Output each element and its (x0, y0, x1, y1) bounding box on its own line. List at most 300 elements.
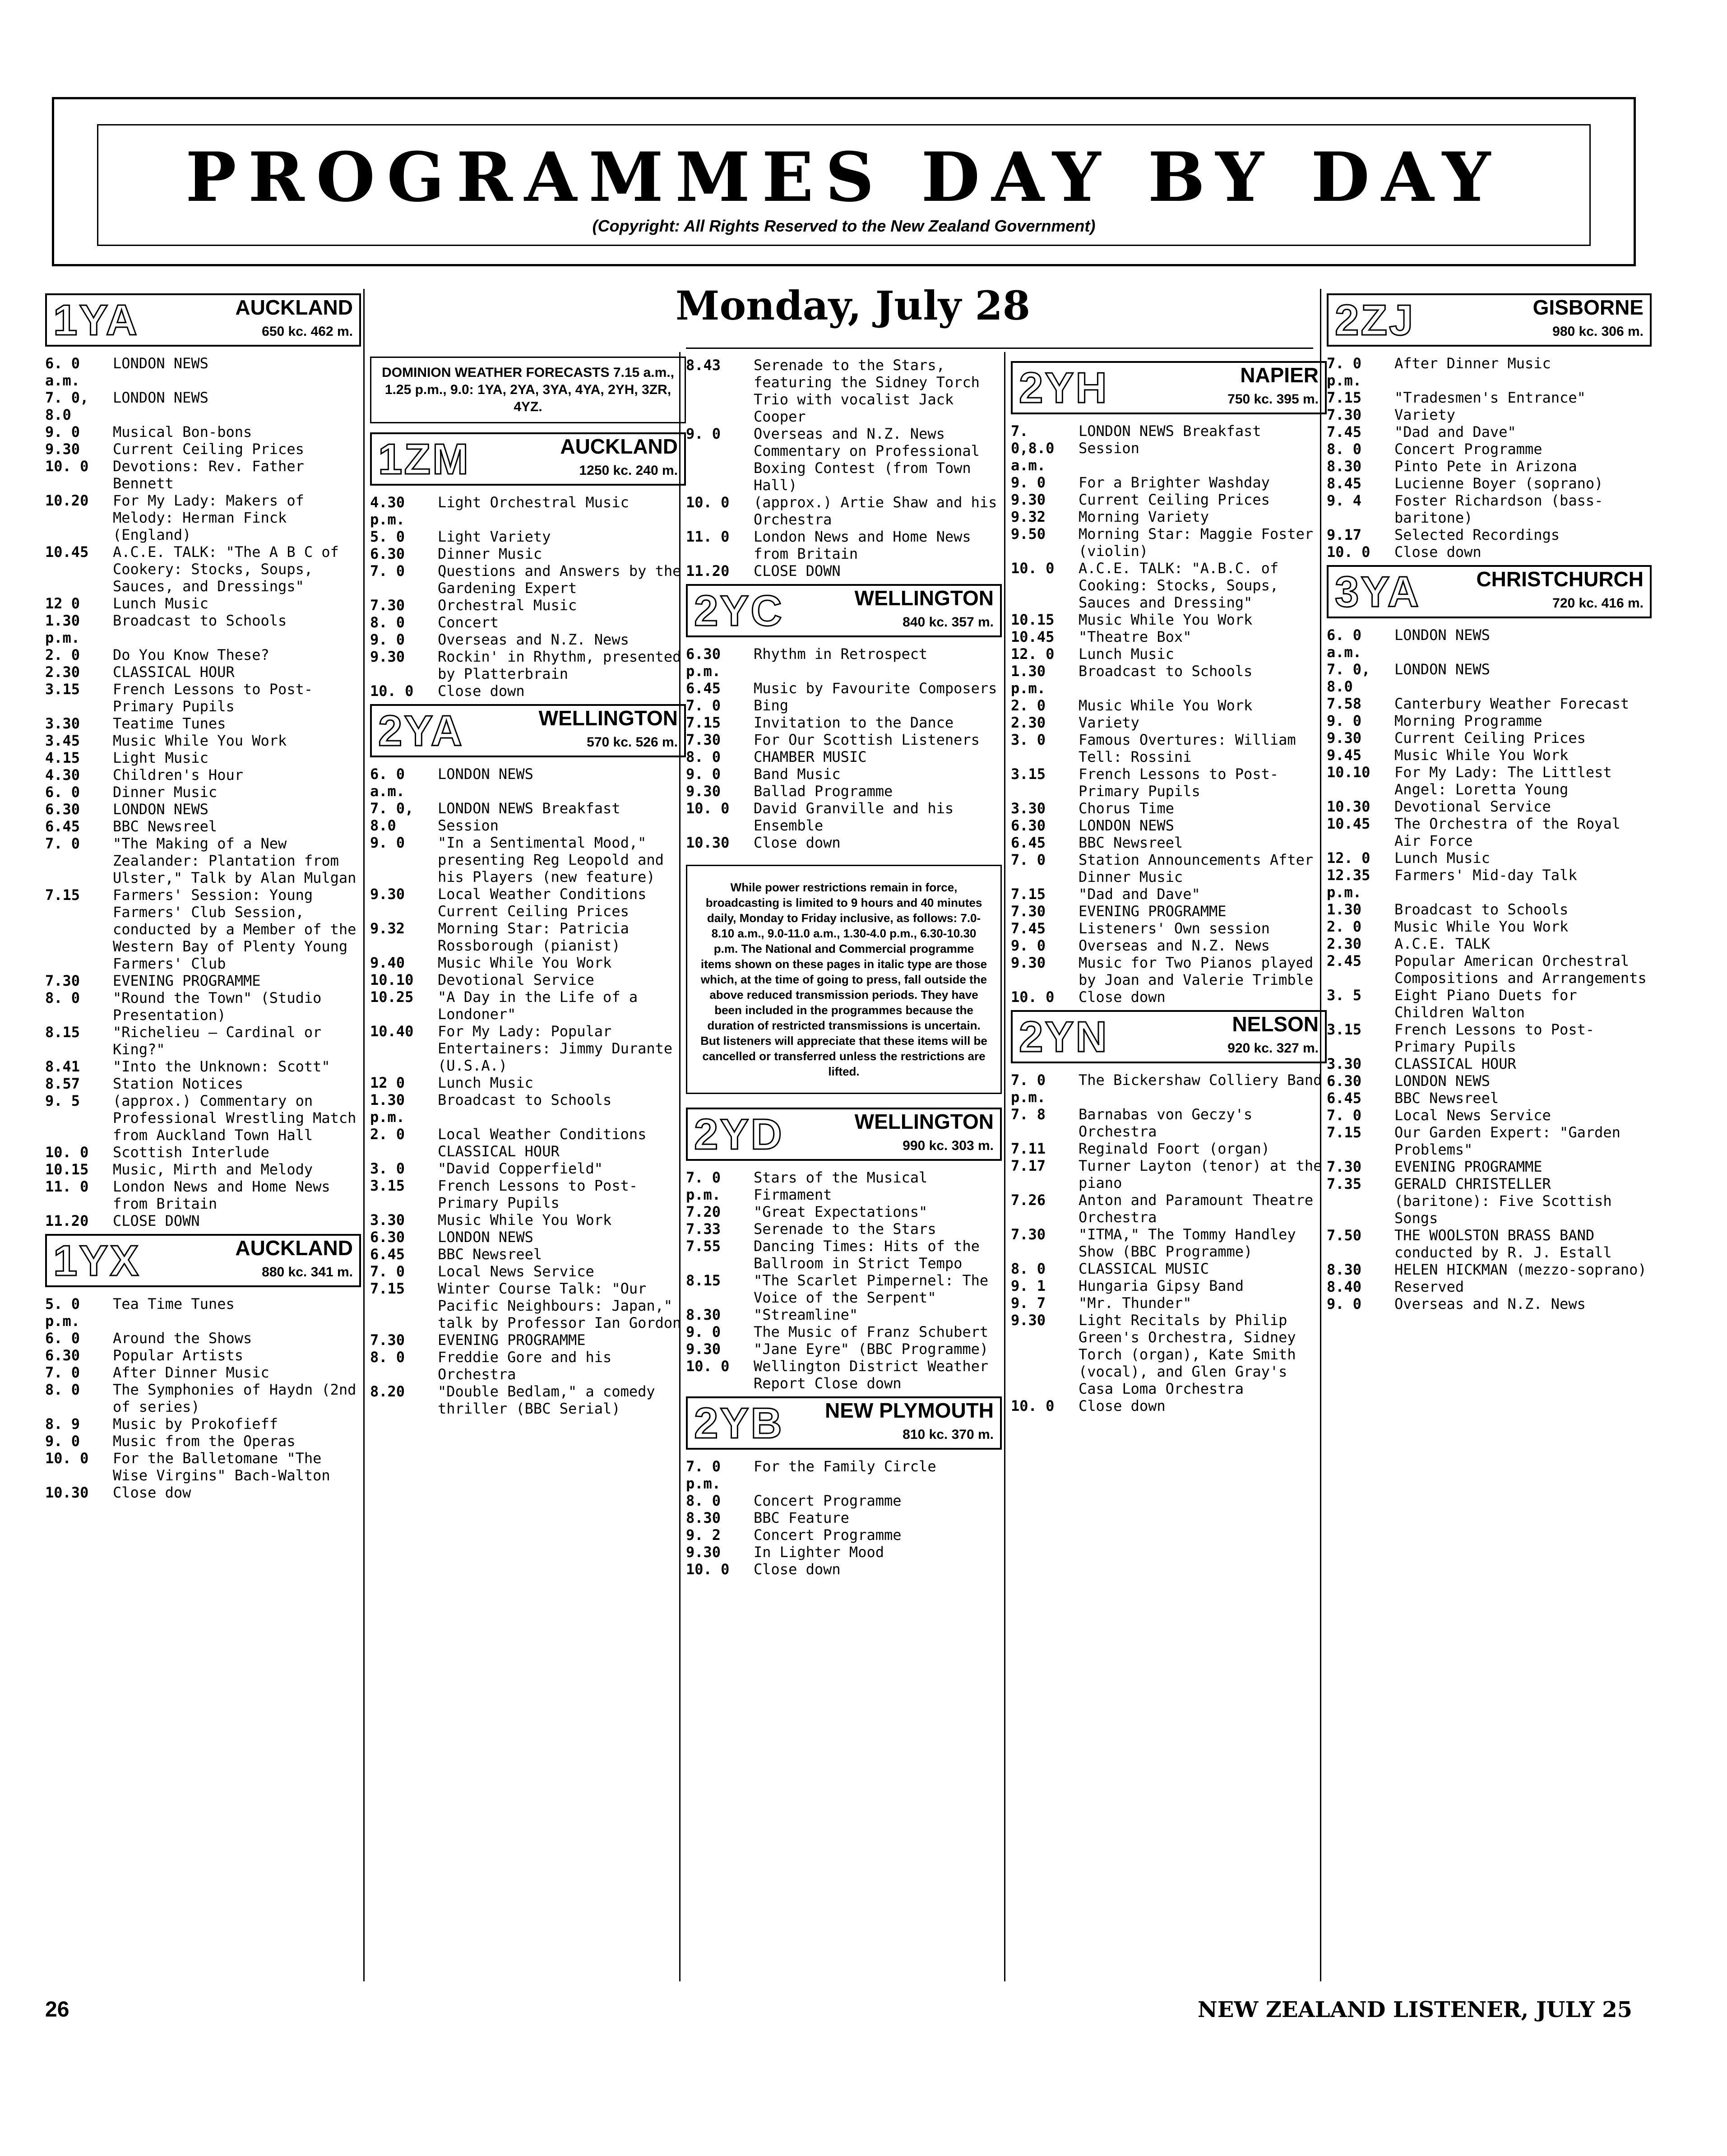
programme-title: David Granville and his Ensemble (754, 800, 954, 834)
programme-time: 12 0 (45, 595, 80, 612)
programme-title: For the Family Circle (754, 1458, 936, 1475)
programme-time: 7.26 (1011, 1192, 1046, 1209)
programme-title: Lunch Music (438, 1074, 533, 1091)
station-frequency: 880 kc. 341 m. (262, 1265, 353, 1280)
programme-title: A.C.E. TALK (1394, 935, 1490, 952)
programme-time: 6. 0 (45, 784, 80, 801)
programme-title: Pinto Pete in Arizona (1394, 458, 1577, 475)
programme-time: 7.58 (1327, 695, 1362, 712)
programme-item (45, 612, 361, 646)
programme-title: "In a Sentimental Mood," presenting Reg Leopold and his Players (new feature) (438, 834, 664, 886)
programme-time: 1.30 (1327, 901, 1362, 918)
programme-item (1327, 475, 1652, 492)
programme-time: 7. 8 (1011, 1106, 1046, 1123)
programme-title: EVENING PROGRAMME (1079, 903, 1227, 920)
programme-time: 7.50 (1327, 1227, 1362, 1244)
programme-time: 7. 0 p.m. (686, 1458, 721, 1492)
programme-time: 8.41 (45, 1058, 80, 1075)
programme-item (1327, 458, 1652, 475)
programme-item (45, 663, 361, 681)
programme-time: 8. 0 (686, 1492, 721, 1509)
programme-title: Winter Course Talk: "Our Pacific Neighbours: Japan," talk by Professor Ian Gordon (438, 1280, 681, 1331)
programme-item (686, 765, 1002, 783)
programme-item (1327, 867, 1652, 901)
programme-item (370, 1383, 686, 1417)
programme-item (1011, 645, 1327, 663)
programme-time: 6.30 (45, 801, 80, 818)
programme-time: 7. 0 (686, 697, 721, 714)
programme-item (1327, 1072, 1652, 1090)
programme-item (370, 1263, 686, 1280)
heading-rule (686, 348, 1313, 349)
programme-time: 9. 5 (45, 1092, 80, 1109)
programme-title: Freddie Gore and his Orchestra (438, 1349, 612, 1383)
station-city: AUCKLAND (235, 1236, 353, 1260)
programme-title: Dancing Times: Hits of the Ballroom in Strict Tempo (754, 1238, 980, 1272)
programme-time: 7.30 (1011, 1226, 1046, 1243)
programme-time: 6.45 (45, 818, 80, 835)
station-city: NAPIER (1240, 363, 1319, 387)
programme-time: 10. 0 (45, 458, 89, 475)
programme-title: GERALD CHRISTELLER (baritone): Five Scottish Songs (1394, 1175, 1612, 1227)
programme-title: Concert Programme (1394, 440, 1542, 458)
station-city: NELSON (1232, 1012, 1319, 1036)
programme-item (1011, 1294, 1327, 1312)
programme-time: 10. 0 (1327, 543, 1370, 561)
programme-list (1327, 626, 1652, 1312)
programme-item (1327, 492, 1652, 526)
programme-item (1327, 626, 1652, 661)
programme-item (1327, 798, 1652, 815)
programme-title: French Lessons to Post-Primary Pupils (1394, 1021, 1595, 1055)
copyright-notice: (Copyright: All Rights Reserved to the New Zealand Government) (592, 217, 1096, 235)
programme-title: Devotional Service (438, 971, 594, 988)
programme-item (686, 1306, 1002, 1323)
programme-time: 9. 0 (1327, 1295, 1362, 1312)
programme-time: 9.30 (686, 1340, 721, 1358)
programme-title: Morning Star: Maggie Foster (violin) (1079, 525, 1314, 560)
station-city: NEW PLYMOUTH (825, 1399, 994, 1422)
programme-title: Variety (1079, 714, 1139, 731)
programme-title: Light Music (113, 749, 208, 766)
programme-item (45, 543, 361, 595)
programme-title: Musical Bon-bons (113, 423, 252, 440)
station-header-2yd (686, 1108, 1002, 1161)
programme-time: 7.17 (1011, 1157, 1046, 1174)
programme-time: 11. 0 (45, 1178, 89, 1195)
programme-time: 9. 0 (370, 834, 405, 851)
programme-title: LONDON NEWS (438, 765, 533, 783)
programme-item (1011, 1260, 1327, 1277)
programme-time: 7.30 (370, 1331, 405, 1349)
programme-time: 2. 0 (45, 646, 80, 663)
station-call-sign: 2YH (1019, 364, 1109, 412)
programme-item (45, 1415, 361, 1433)
programme-item (1327, 815, 1652, 849)
programme-item (370, 494, 686, 528)
programme-time: 12. 0 (1327, 849, 1370, 867)
programme-list (370, 765, 686, 1417)
programme-title: (approx.) Commentary on Professional Wrestling Match from Auckland Town Hall (113, 1092, 357, 1144)
programme-title: Close down (1394, 543, 1482, 561)
programme-title: BBC Newsreel (438, 1246, 542, 1263)
programme-time: 7. 0 (45, 1364, 80, 1381)
masthead-frame (97, 124, 1591, 246)
programme-item (1327, 661, 1652, 695)
programme-title: Close down (754, 834, 841, 851)
programme-title: In Lighter Mood (754, 1544, 884, 1561)
programme-time: 10. 0 (1011, 1397, 1055, 1414)
column-4 (1011, 357, 1327, 1414)
programme-item (1327, 1158, 1652, 1175)
programme-time: 9.30 (45, 440, 80, 458)
programme-time: 9.30 (686, 783, 721, 800)
programme-time: 10.15 (1011, 611, 1055, 628)
programme-time: 10. 0 (686, 1358, 730, 1375)
programme-time: 2. 0 (1011, 697, 1046, 714)
programme-time: 9.32 (370, 920, 405, 937)
programme-time: 12.35 p.m. (1327, 867, 1370, 901)
station-frequency: 650 kc. 462 m. (262, 324, 353, 339)
programme-item (1011, 1397, 1327, 1414)
programme-title: Band Music (754, 765, 841, 783)
programme-time: 6.30 (1011, 817, 1046, 834)
programme-time: 6.30 p.m. (686, 645, 721, 680)
programme-time: 7. 0, 8.0 (1327, 661, 1370, 695)
programme-item (370, 800, 686, 834)
programme-list (1011, 422, 1327, 1006)
programme-item (686, 680, 1002, 697)
programme-time: 6. 0 a.m. (370, 765, 405, 800)
programme-title: For My Lady: Makers of Melody: Herman Finck (England) (113, 492, 304, 543)
programme-time: 5. 0 (370, 528, 405, 545)
station-frequency: 570 kc. 526 m. (587, 735, 678, 750)
programme-item (686, 1238, 1002, 1272)
programme-time: 2.30 (45, 663, 80, 681)
programme-time: 7.30 (1011, 903, 1046, 920)
programme-time: 10.20 (45, 492, 89, 509)
programme-title: CLASSICAL HOUR (1394, 1055, 1516, 1072)
programme-item (1011, 920, 1327, 937)
programme-item (686, 1526, 1002, 1544)
programme-item (686, 1323, 1002, 1340)
day-heading: Monday, July 28 (676, 282, 1030, 329)
programme-item (370, 971, 686, 988)
programme-title: "The Making of a New Zealander: Plantation from Ulster," Talk by Alan Mulgan (113, 835, 357, 886)
programme-item (1327, 901, 1652, 918)
programme-title: Popular Artists (113, 1347, 243, 1364)
programme-item (370, 954, 686, 971)
column-divider (363, 289, 365, 1981)
programme-item (1327, 1021, 1652, 1055)
programme-item (1011, 731, 1327, 765)
programme-time: 9. 0 (686, 1323, 721, 1340)
programme-time: 10. 0 (686, 800, 730, 817)
station-call-sign: 3YA (1335, 568, 1421, 616)
programme-title: Broadcast to Schools (1394, 901, 1569, 918)
programme-list (45, 1295, 361, 1501)
programme-list (686, 1458, 1002, 1578)
station-city: AUCKLAND (235, 296, 353, 319)
programme-time: 7. 0 (370, 562, 405, 580)
programme-item (1327, 406, 1652, 423)
programme-title: Close dow (113, 1484, 191, 1501)
programme-item (1011, 1277, 1327, 1294)
programme-time: 10.15 (45, 1161, 89, 1178)
programme-item (370, 562, 686, 597)
programme-time: 8.45 (1327, 475, 1362, 492)
programme-time: 2.30 (1327, 935, 1362, 952)
programme-title: Serenade to the Stars, featuring the Sidney Torch Trio with vocalist Jack Cooper (754, 357, 980, 425)
programme-title: Close down (1079, 1397, 1166, 1414)
programme-item (370, 1177, 686, 1211)
station-header-2yc (686, 584, 1002, 637)
programme-title: EVENING PROGRAMME (438, 1331, 586, 1349)
programme-item (1327, 746, 1652, 764)
programme-title: CLASSICAL HOUR (113, 663, 235, 681)
programme-title: Music for Two Pianos played by Joan and Valerie Trimble (1079, 954, 1314, 988)
programme-title: Station Notices (113, 1075, 243, 1092)
programme-time: 9.30 (1011, 491, 1046, 508)
programme-title: Music While You Work (1394, 746, 1569, 764)
programme-time: 9.30 (686, 1544, 721, 1561)
programme-item (686, 494, 1002, 528)
programme-title: Music While You Work (1079, 611, 1253, 628)
programme-title: Wellington District Weather Report Close down (754, 1358, 989, 1392)
programme-time: 7.15 (686, 714, 721, 731)
programme-time: 9.30 (1327, 729, 1362, 746)
programme-item (45, 1178, 361, 1212)
programme-title: French Lessons to Post-Primary Pupils (113, 681, 313, 715)
programme-time: 10.30 (1327, 798, 1370, 815)
station-call-sign: 2ZJ (1335, 296, 1415, 344)
programme-title: CLOSE DOWN (754, 562, 841, 580)
programme-title: Music While You Work (1079, 697, 1253, 714)
programme-title: BBC Newsreel (113, 818, 218, 835)
programme-title: After Dinner Music (1394, 355, 1551, 372)
programme-time: 7.15 (45, 886, 80, 904)
station-header-2yb (686, 1396, 1002, 1450)
programme-time: 9.17 (1327, 526, 1362, 543)
programme-time: 6.30 (370, 1229, 405, 1246)
programme-time: 10.30 (45, 1484, 89, 1501)
programme-time: 8.57 (45, 1075, 80, 1092)
programme-item (686, 425, 1002, 494)
programme-time: 2. 0 (370, 1126, 405, 1143)
programme-title: CLASSICAL MUSIC (1079, 1260, 1209, 1277)
programme-item (1327, 1055, 1652, 1072)
programme-title: Reserved (1394, 1278, 1464, 1295)
programme-time: 8. 0 (45, 1381, 80, 1398)
programme-item (1011, 817, 1327, 834)
programme-item (45, 646, 361, 663)
programme-time: 12 0 (370, 1074, 405, 1091)
programme-item (45, 784, 361, 801)
programme-time: 6.45 (1011, 834, 1046, 851)
programme-title: Music, Mirth and Melody (113, 1161, 313, 1178)
programme-time: 10. 0 (1011, 560, 1055, 577)
programme-title: LONDON NEWS (113, 355, 208, 372)
programme-item (1011, 988, 1327, 1006)
programme-title: Concert (438, 614, 499, 631)
station-frequency: 810 kc. 370 m. (903, 1427, 994, 1442)
programme-title: Local News Service (1394, 1107, 1551, 1124)
programme-item (370, 834, 686, 886)
station-call-sign: 2YC (694, 587, 784, 635)
programme-title: Stars of the Musical Firmament (754, 1169, 928, 1203)
programme-time: 9.30 (1011, 1312, 1046, 1329)
programme-time: 2. 0 (1327, 918, 1362, 935)
programme-time: 3.15 (1327, 1021, 1362, 1038)
programme-item (686, 1561, 1002, 1578)
programme-time: 6.45 (1327, 1090, 1362, 1107)
programme-title: London News and Home News from Britain (113, 1178, 330, 1212)
programme-item (370, 920, 686, 954)
programme-item (1011, 714, 1327, 731)
programme-item (686, 1358, 1002, 1392)
programme-time: 8.43 (686, 357, 721, 374)
publication-footer: NEW ZEALAND LISTENER, JULY 25 (1197, 1997, 1632, 2022)
column-divider (1004, 352, 1005, 1981)
programme-time: 8.20 (370, 1383, 405, 1400)
programme-item (370, 1331, 686, 1349)
programme-title: LONDON NEWS (1394, 626, 1490, 644)
programme-item (686, 1203, 1002, 1220)
programme-item (370, 765, 686, 800)
programme-title: Light Recitals by Philip Green's Orchestra, Sidney Torch (organ), Kate Smith (vocal), and Glen Gray's Casa Loma Orchestra (1079, 1312, 1296, 1397)
programme-title: Current Ceiling Prices (113, 440, 304, 458)
programme-time: 7.15 (1011, 886, 1046, 903)
programme-title: BBC Newsreel (1394, 1090, 1499, 1107)
programme-title: Ballad Programme (754, 783, 893, 800)
programme-item (45, 1075, 361, 1092)
programme-time: 2.45 (1327, 952, 1362, 969)
programme-time: 3.15 (45, 681, 80, 698)
programme-item (1011, 1192, 1327, 1226)
programme-time: 7.30 (370, 597, 405, 614)
programme-title: Broadcast to Schools (113, 612, 287, 629)
programme-list (686, 645, 1002, 851)
programme-title: Morning Variety (1079, 508, 1209, 525)
programme-title: Morning Programme (1394, 712, 1542, 729)
programme-item (45, 389, 361, 423)
programme-item (1011, 765, 1327, 800)
station-call-sign: 1ZM (378, 435, 470, 483)
programme-time: 10. 0 (45, 1144, 89, 1161)
programme-time: 9.50 (1011, 525, 1046, 542)
programme-title: LONDON NEWS (113, 389, 208, 406)
programme-time: 7.55 (686, 1238, 721, 1255)
programme-title: Dinner Music (113, 784, 218, 801)
programme-title: The Symphonies of Haydn (2nd of series) (113, 1381, 357, 1415)
programme-item (45, 801, 361, 818)
programme-time: 10.40 (370, 1023, 414, 1040)
programme-title: Current Ceiling Prices (1394, 729, 1586, 746)
programme-title: EVENING PROGRAMME (113, 972, 261, 989)
programme-title: Reginald Foort (organ) (1079, 1140, 1270, 1157)
column-5 (1327, 289, 1652, 1312)
programme-title: Music from the Operas (113, 1433, 296, 1450)
programme-item (1327, 1261, 1652, 1278)
programme-time: 7. 0 p.m. (1327, 355, 1362, 389)
programme-time: 4.15 (45, 749, 80, 766)
programme-title: Devotions: Rev. Father Bennett (113, 458, 304, 492)
programme-time: 3.15 (370, 1177, 405, 1194)
programme-item (45, 886, 361, 972)
programme-time: 7.35 (1327, 1175, 1362, 1192)
programme-title: Close down (438, 682, 525, 700)
programme-time: 9. 0 (1327, 712, 1362, 729)
programme-time: 7. 0, 8.0 (45, 389, 89, 423)
station-call-sign: 2YN (1019, 1013, 1109, 1061)
programme-time: 7.30 (45, 972, 80, 989)
programme-title: BBC Newsreel (1079, 834, 1183, 851)
programme-time: 10. 0 (370, 682, 414, 700)
programme-item (45, 835, 361, 886)
programme-time: 7. 0,8.0 a.m. (1011, 422, 1055, 474)
programme-list (45, 355, 361, 1229)
programme-item (45, 1433, 361, 1450)
programme-title: Serenade to the Stars (754, 1220, 936, 1238)
programme-title: "Mr. Thunder" (1079, 1294, 1192, 1312)
weather-forecast-box: DOMINION WEATHER FORECASTS 7.15 a.m., 1.25 p.m., 9.0: 1YA, 2YA, 3YA, 4YA, 2YH, 3ZR, 4YZ. (370, 357, 686, 423)
programme-time: 6.30 (1327, 1072, 1362, 1090)
programme-time: 9. 0 (1011, 474, 1046, 491)
programme-item (45, 681, 361, 715)
programme-title: "Great Expectations" (754, 1203, 928, 1220)
programme-item (45, 595, 361, 612)
programme-item (370, 1229, 686, 1246)
programme-item (1011, 697, 1327, 714)
programme-title: (approx.) Artie Shaw and his Orchestra (754, 494, 997, 528)
programme-title: LONDON NEWS Breakfast Session (1079, 422, 1261, 457)
programme-item (1011, 1140, 1327, 1157)
programme-title: Barnabas von Geczy's Orchestra (1079, 1106, 1253, 1140)
programme-title: THE WOOLSTON BRASS BAND conducted by R. J. Estall (1394, 1227, 1612, 1261)
programme-item (45, 766, 361, 784)
programme-time: 3.45 (45, 732, 80, 749)
programme-item (45, 749, 361, 766)
programme-item (686, 714, 1002, 731)
programme-time: 10. 0 (45, 1450, 89, 1467)
programme-item (1327, 440, 1652, 458)
programme-item (1011, 628, 1327, 645)
programme-item (45, 423, 361, 440)
programme-title: LONDON NEWS (438, 1229, 533, 1246)
station-frequency: 1250 kc. 240 m. (579, 463, 678, 478)
programme-item (1011, 560, 1327, 611)
programme-item (1011, 422, 1327, 474)
programme-title: "Richelieu — Cardinal or King?" (113, 1024, 322, 1058)
programme-item (370, 682, 686, 700)
programme-time: 8. 0 (686, 748, 721, 765)
programme-item (370, 528, 686, 545)
programme-title: Invitation to the Dance (754, 714, 954, 731)
programme-item (45, 1330, 361, 1347)
programme-title: Music by Prokofieff (113, 1415, 278, 1433)
programme-time: 9.32 (1011, 508, 1046, 525)
station-header-1zm (370, 432, 686, 486)
programme-item (1011, 1312, 1327, 1397)
programme-title: Famous Overtures: William Tell: Rossini (1079, 731, 1296, 765)
programme-item (1327, 849, 1652, 867)
programme-time: 9. 4 (1327, 492, 1362, 509)
programme-time: 6. 0 a.m. (1327, 626, 1362, 661)
programme-item (686, 1492, 1002, 1509)
station-frequency: 840 kc. 357 m. (903, 615, 994, 630)
column-2 (370, 352, 686, 1417)
programme-title: Overseas and N.Z. News Commentary on Professional Boxing Contest (from Town Hall) (754, 425, 980, 494)
